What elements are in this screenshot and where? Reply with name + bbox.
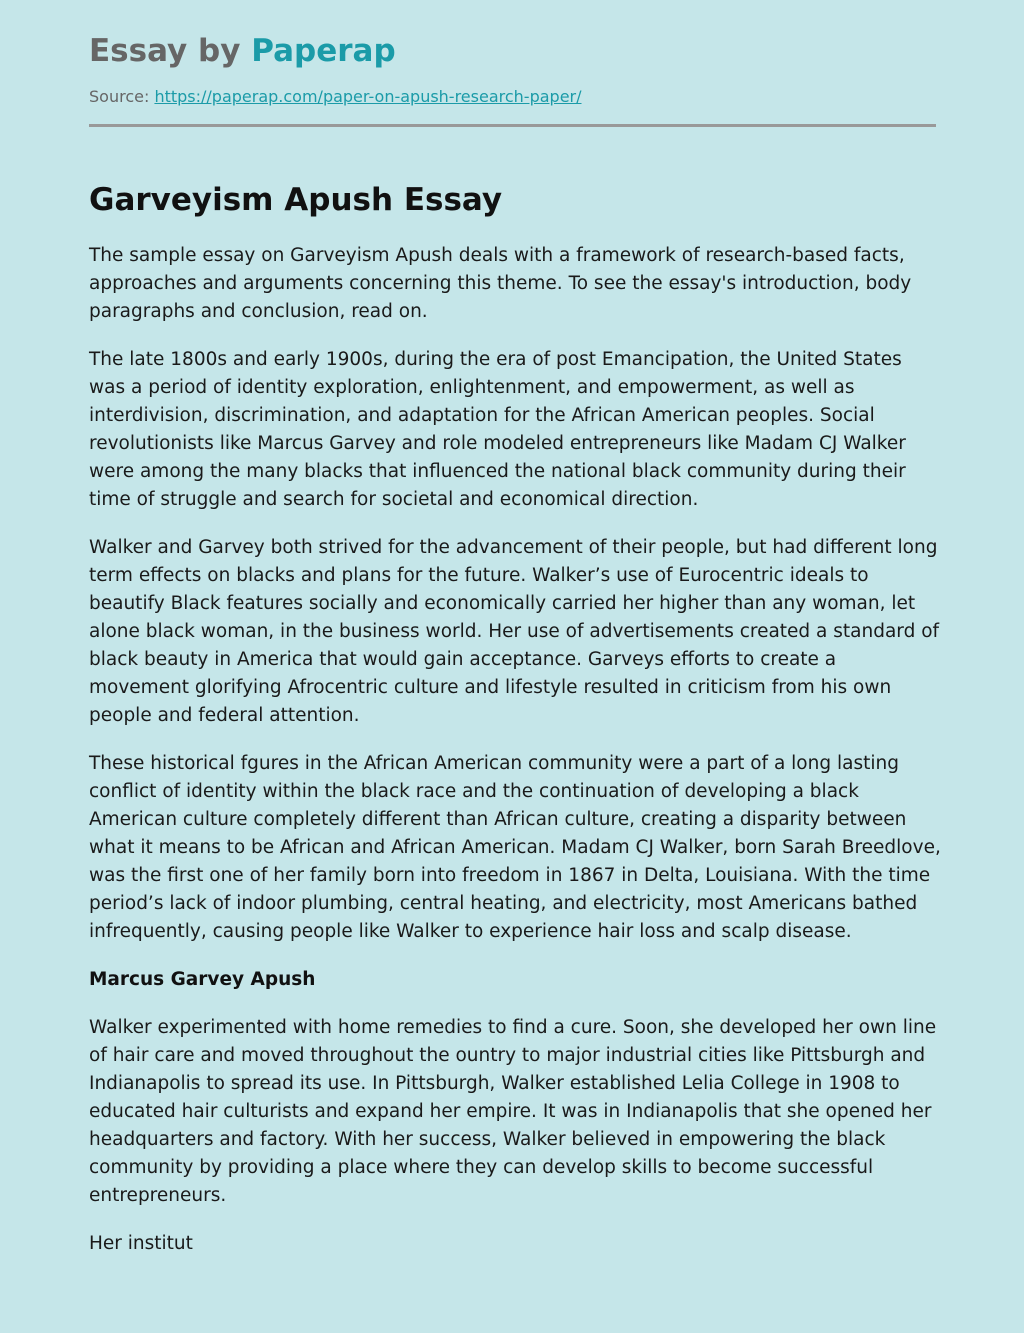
- article-title: Garveyism Apush Essay: [89, 182, 503, 218]
- header-divider: [89, 124, 936, 127]
- article-paragraph-5: Walker experimented with home remedies to find a cure. Soon, she developed her own line of hair care and moved throughout the ountry to major industrial cities like Pittsburgh and Indianapolis to spread its use. In Pittsburgh, Walker established Lelia College in 1908 to educated hair culturists and expand her empire. It was in Indianapolis that she opened her headquarters and factory. With her success, Walker believed in empowering the black community by providing a place where they can develop skills to become successful entrepreneurs.: [89, 1017, 937, 1206]
- brand-name: Paperap: [251, 33, 396, 69]
- brand-prefix: Essay by: [89, 33, 252, 69]
- article-paragraph-2: The late 1800s and early 1900s, during the era of post Emancipation, the United States was a period of identity exploration, enlightenment, and empowerment, as well as interdivision, discrimination, and adaptation for the African American peoples. Social revolutionists like Marcus Garvey and role modeled entrepreneurs like Madam CJ Walker were among the many blacks that influenced the national black community during their time of struggle and search for societal and economical direction.: [89, 349, 906, 510]
- article-paragraph-6: Her institut: [89, 1233, 193, 1254]
- article-paragraph-4: These historical fgures in the African American community were a part of a long lasting conflict of identity within the black race and the continuation of developing a black American culture completely different than African culture, creating a disparity between what it means to be African and African American. Madam CJ Walker, born Sarah Breedlove, was the first one of her family born into freedom in 1867 in Delta, Louisiana. With the time period’s lack of indoor plumbing, central heating, and electricity, most Americans bathed infrequently, causing people like Walker to experience hair loss and scalp disease.: [89, 753, 941, 942]
- article: [89, 178, 941, 1278]
- source-link[interactable]: https://paperap.com/paper-on-apush-research-paper/: [154, 87, 582, 106]
- article-paragraph-3: Walker and Garvey both strived for the advancement of their people, but had different long term effects on blacks and plans for the future. Walker’s use of Eurocentric ideals to beautify Black features socially and economically carried her higher than any woman, let alone black woman, in the business world. Her use of advertisements created a standard of black beauty in America that would gain acceptance. Garveys efforts to create a movement glorifying Afrocentric culture and lifestyle resulted in criticism from his own people and federal attention.: [89, 537, 940, 726]
- site-header: [89, 30, 936, 108]
- source-line: [89, 86, 936, 108]
- site-brand[interactable]: [89, 30, 936, 72]
- article-subheading: Marcus Garvey Apush: [89, 969, 316, 990]
- article-paragraph-1: The sample essay on Garveyism Apush deals with a framework of research-based facts, approaches and arguments concerning this theme. To see the essay's introduction, body paragraphs and conclusion, read on.: [89, 245, 912, 322]
- source-label: Source:: [89, 87, 150, 106]
